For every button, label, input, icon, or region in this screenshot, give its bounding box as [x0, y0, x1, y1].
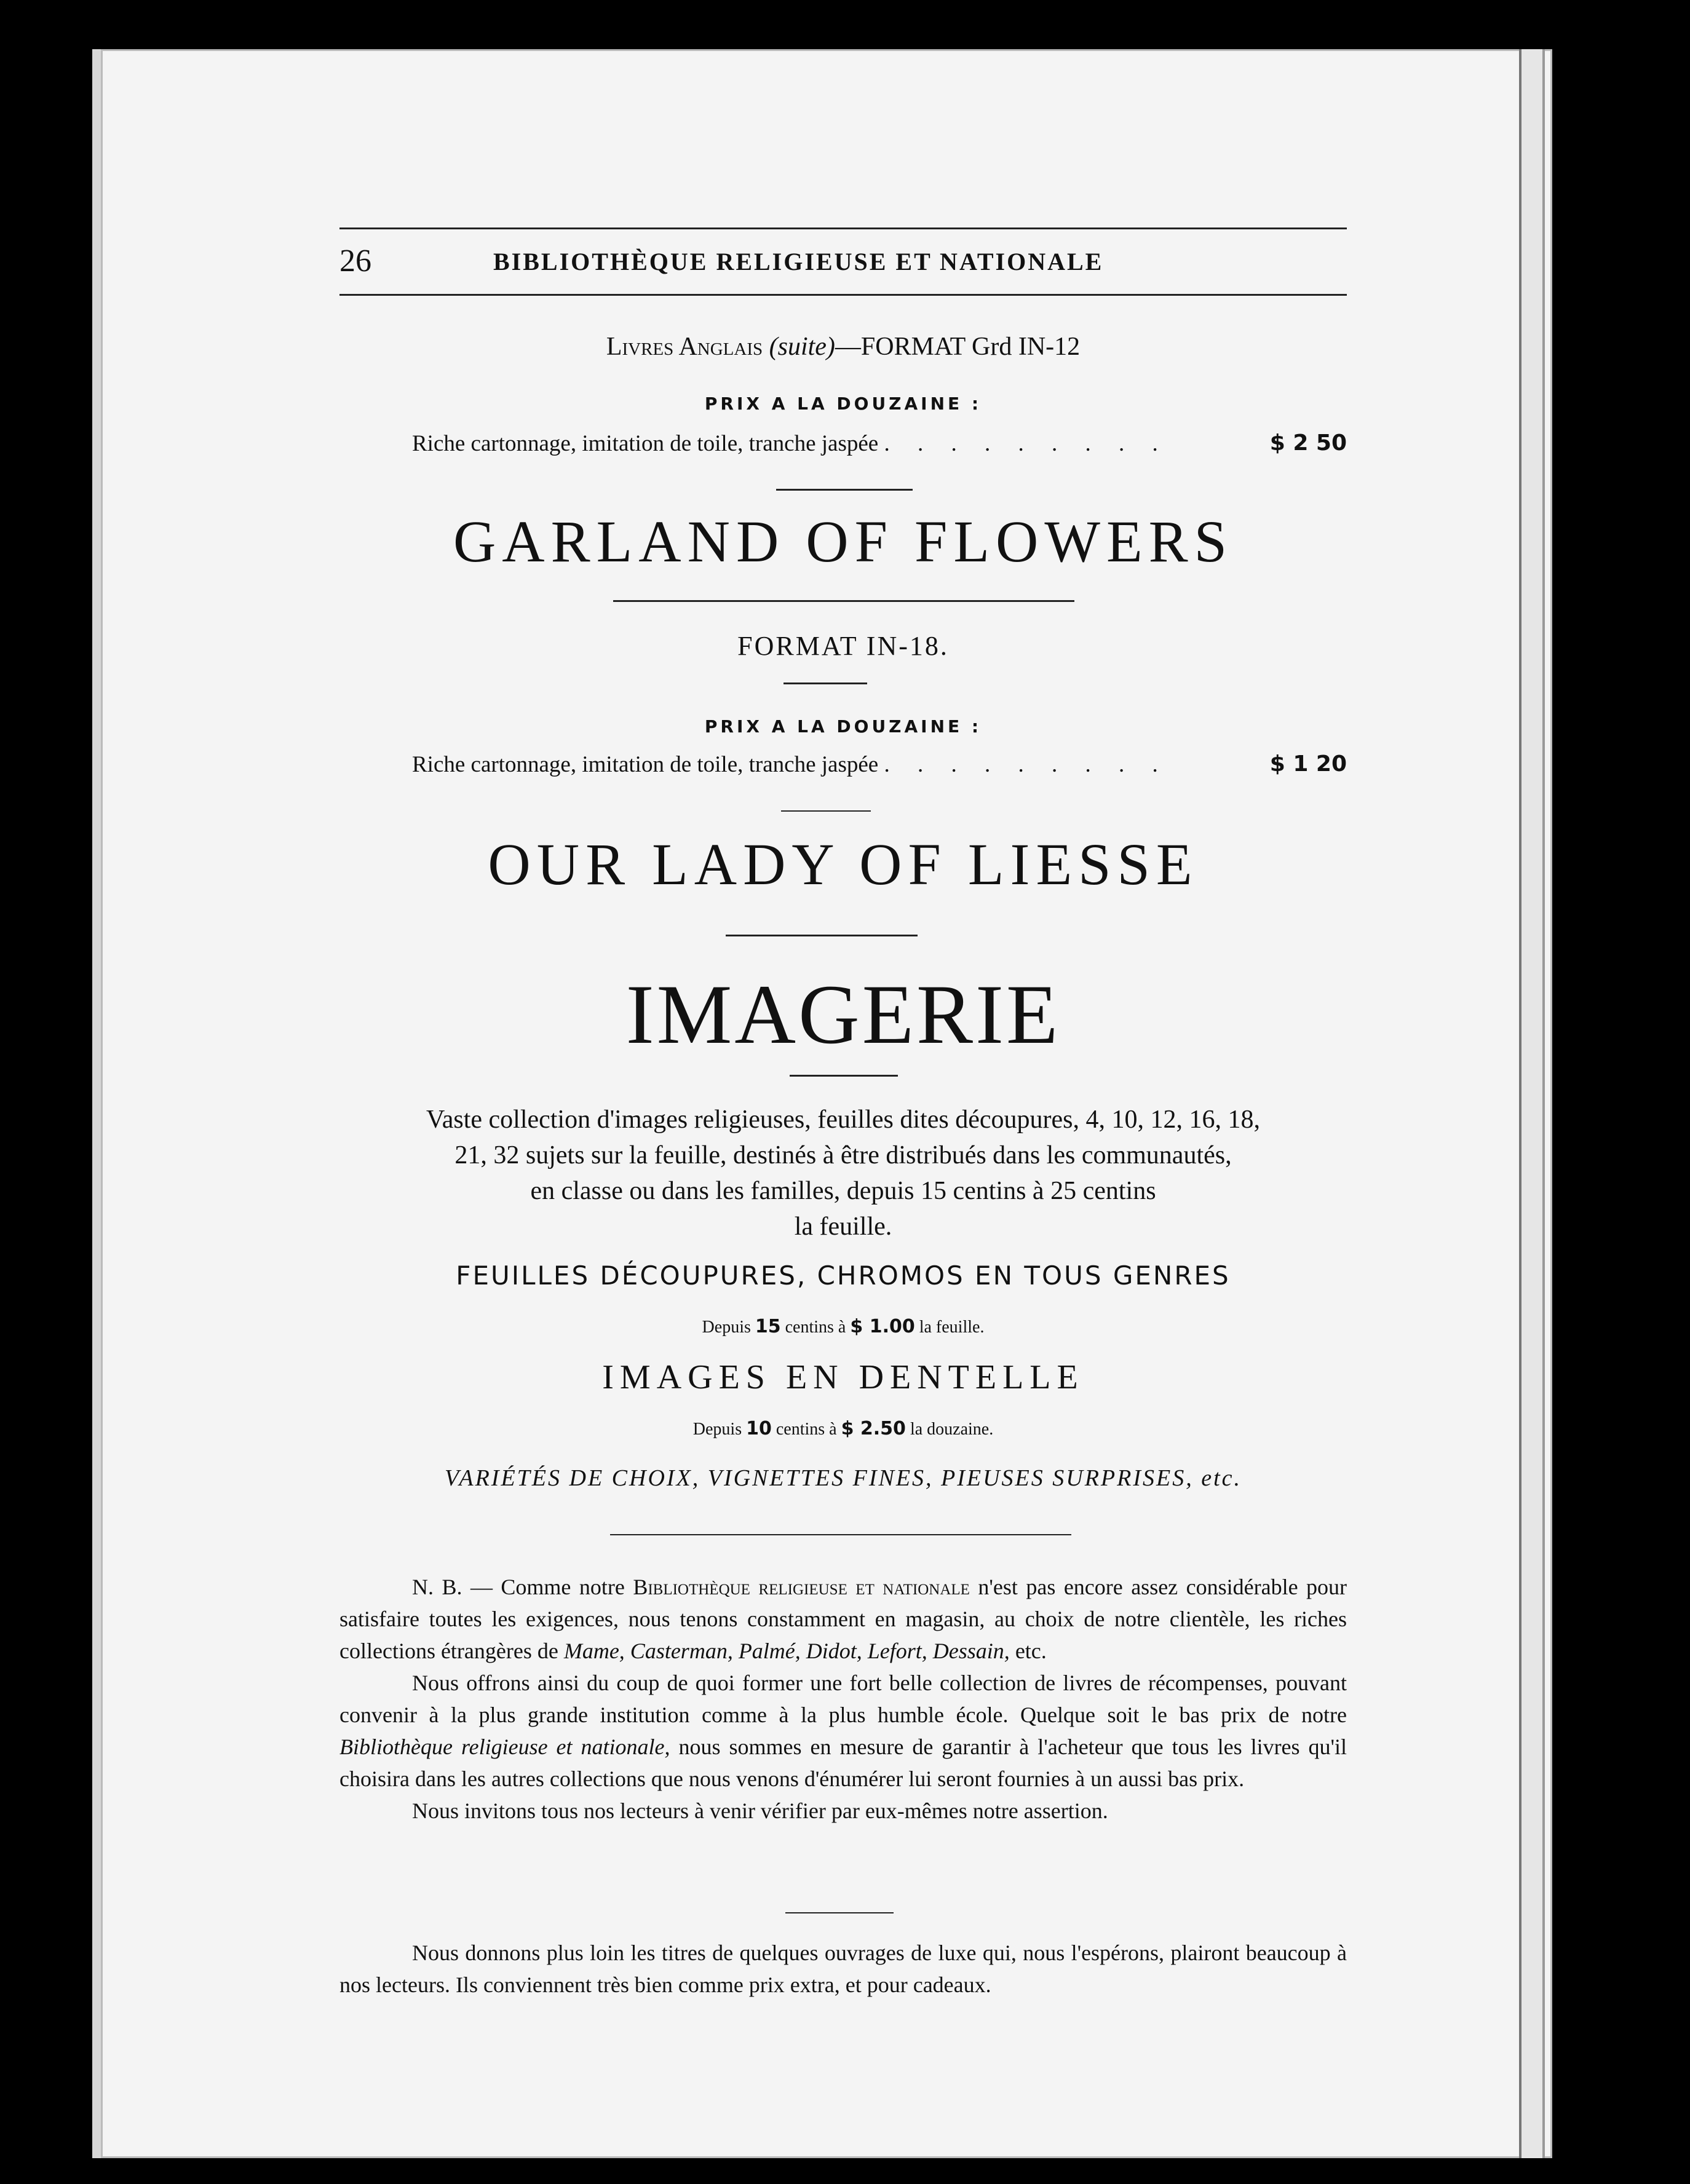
closing-paragraph: Nous donnons plus loin les titres de quelques ouvrages de luxe qui, nous l'espérons, plairont beaucoup à nos lecteurs. Ils conviennent très bien comme prix extra, et pour cadeaux.: [339, 1941, 1347, 1997]
price-leader-dots: . . . . . . . . .: [884, 752, 1169, 777]
format-line: FORMAT IN-18.: [737, 631, 949, 661]
short-divider: [790, 1075, 898, 1077]
garland-title: GARLAND OF FLOWERS: [453, 508, 1234, 574]
feuilles-heading: FEUILLES DÉCOUPURES, CHROMOS EN TOUS GENRES: [456, 1260, 1231, 1291]
price-line: [412, 751, 1347, 778]
varietes-line: VARIÉTÉS DE CHOIX, VIGNETTES FINES, PIEUSES SURPRISES, etc.: [444, 1465, 1242, 1491]
facing-page-edge: [1519, 49, 1545, 2158]
divider: [726, 935, 918, 936]
page-content: [339, 0, 1347, 2184]
nb-paragraph-2: Nous offrons ainsi du coup de quoi former une fort belle collection de livres de récompenses, pouvant convenir à la plus grande institution comme à la plus humble école. Quelque soit le bas prix de notre Bibliothèque religieuse et nationale, nous sommes en mesure de garantir à l'acheteur que tous les livres qu'il choisira dans les autres collections que nous venons d'énumérer lui seront fournies à un aussi bas prix.: [339, 1671, 1347, 1791]
header-top-rule: [339, 228, 1347, 229]
price-value: $ 1 20: [1269, 751, 1347, 777]
closing-note: [339, 1937, 1347, 2001]
page-number: 26: [339, 243, 371, 279]
short-divider: [776, 489, 913, 491]
imagerie-title: IMAGERIE: [625, 967, 1061, 1061]
imagerie-description: Vaste collection d'images religieuses, feuilles dites découpures, 4, 10, 12, 16, 18, 21, 32 sujets sur la feuille, destinés à être distribués dans les communautés, en classe ou dans les familles, depuis 15 centins à 25 centins la feuille.: [426, 1106, 1260, 1241]
nb-block: [339, 1571, 1347, 1827]
price-description: Riche cartonnage, imitation de toile, tranche jaspée: [412, 431, 879, 456]
divider: [613, 600, 1074, 602]
section-title-livres-anglais: Livres Anglais (suite)—FORMAT Grd IN-12: [606, 333, 1081, 361]
nb-paragraph-1: N. B. — Comme notre Bibliothèque religieuse et nationale n'est pas encore assez considérable pour satisfaire toutes les exigences, nous tenons constamment en magasin, au choix de notre clientèle, les riches collections étrangères de Mame, Casterman, Palmé, Didot, Lefort, Dessain, etc.: [339, 1575, 1347, 1663]
price-description: Riche cartonnage, imitation de toile, tranche jaspée: [412, 752, 879, 777]
header-bottom-rule: [339, 294, 1347, 296]
liesse-title: OUR LADY OF LIESSE: [488, 831, 1199, 897]
nb-paragraph-3: Nous invitons tous nos lecteurs à venir vérifier par eux-mêmes notre assertion.: [412, 1798, 1108, 1823]
running-title: BIBLIOTHÈQUE RELIGIEUSE ET NATIONALE: [493, 248, 1104, 275]
short-divider: [784, 682, 867, 684]
prix-label: PRIX A LA DOUZAINE :: [704, 716, 982, 737]
price-line: [412, 430, 1347, 457]
divider: [610, 1534, 1071, 1535]
feuilles-price: Depuis 15 centins à $ 1.00 la feuille.: [702, 1316, 985, 1337]
dentelle-price: Depuis 10 centins à $ 2.50 la douzaine.: [692, 1418, 994, 1439]
short-divider: [785, 1912, 894, 1913]
price-leader-dots: . . . . . . . . .: [884, 431, 1169, 456]
dentelle-heading: IMAGES EN DENTELLE: [602, 1358, 1084, 1396]
prix-label: PRIX A LA DOUZAINE :: [704, 394, 982, 414]
short-divider: [781, 810, 871, 812]
price-value: $ 2 50: [1269, 430, 1347, 456]
